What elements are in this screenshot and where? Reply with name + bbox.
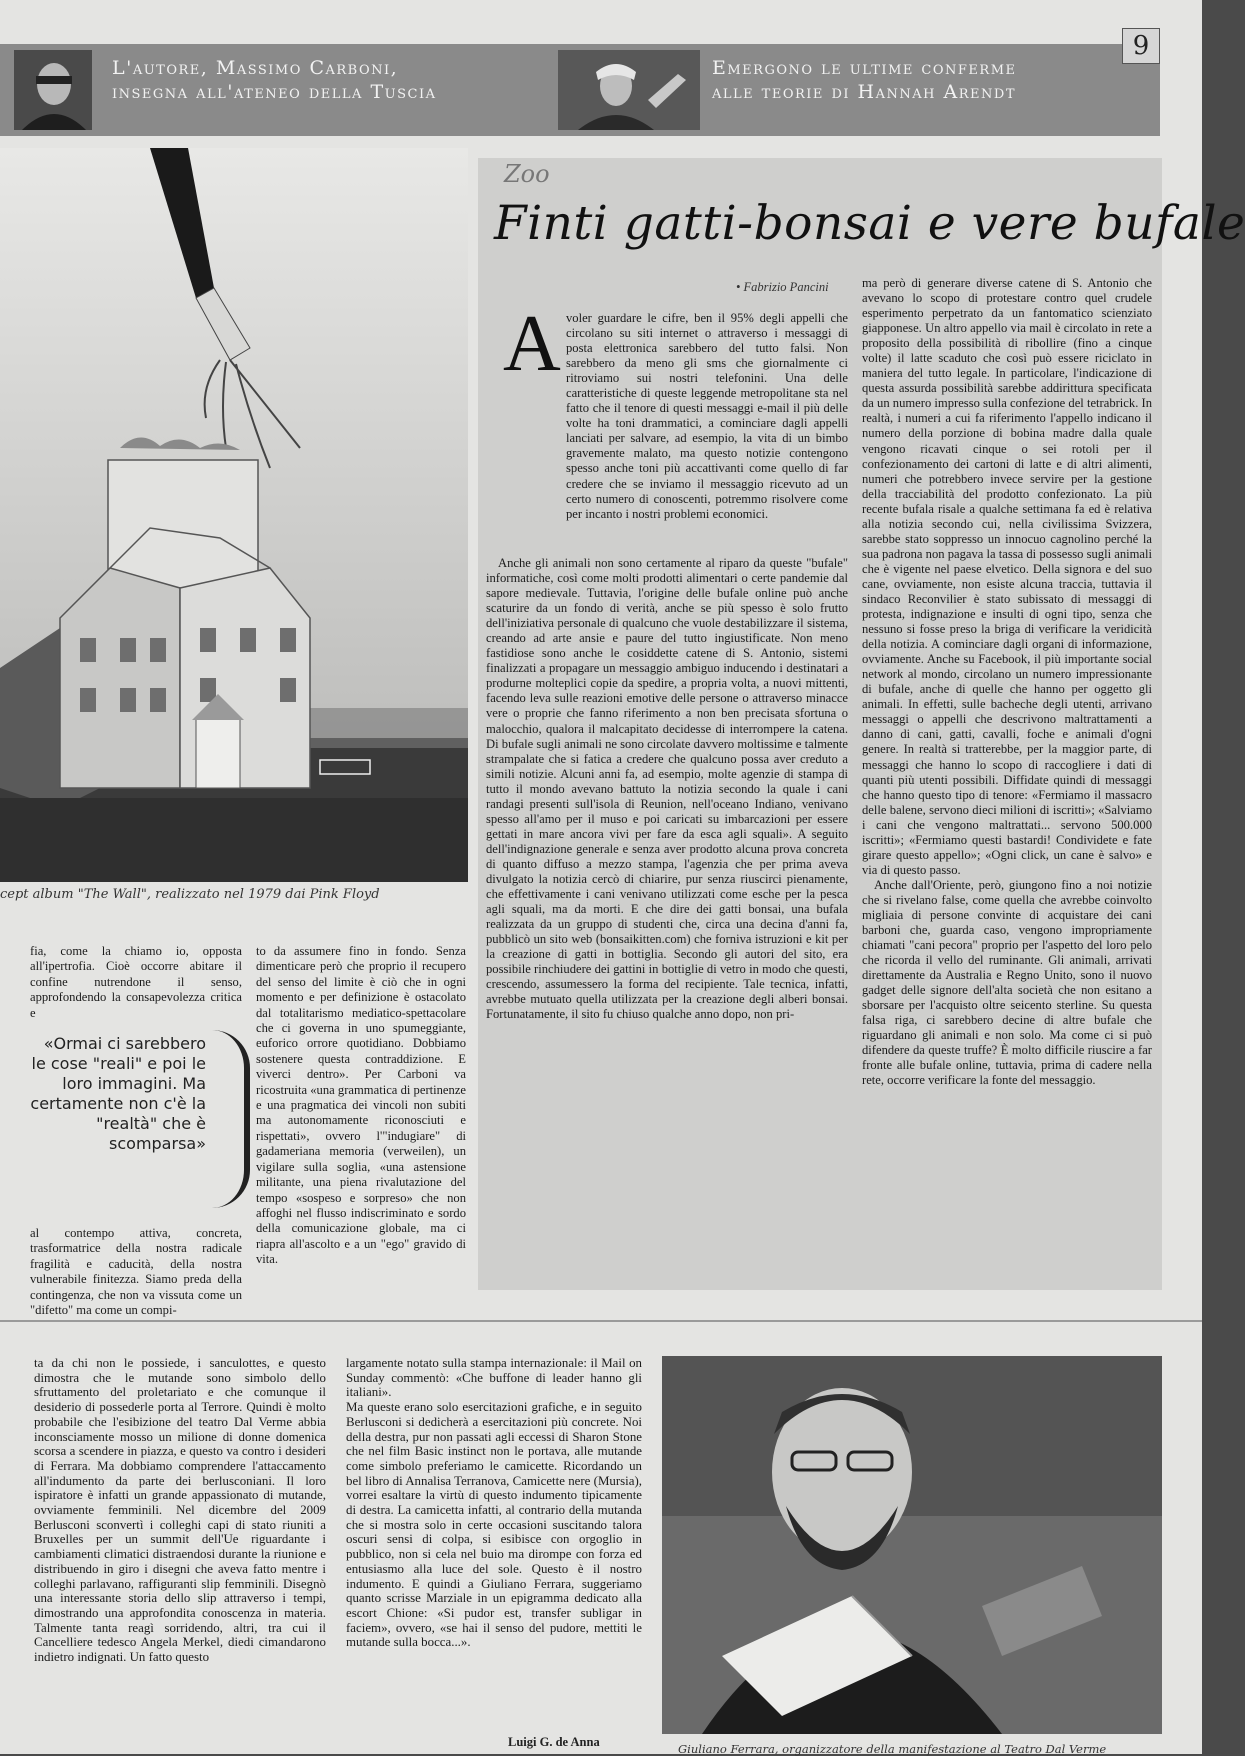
bottom-column-1: ta da chi non le possiede, i sanculottes, e questo dimostra che le mutande sono simbolo dello sfruttamento del proletariato e che comunque il desiderio di possederle porta al Terrore. Quindi è molto probabile che l'esibizione del teatro Dal Verme abbia inconsciamente mosso un milione di donne domenica scorsa a scendere in piazza, e questo va contro i desideri di Ferrara. Ma dobbiamo comprendere l'attaccamento all'indumento da parte dei berlusconiani. Il loro ispiratore è infatti un grande appassionato di mutande, ovviamente femminili. Nel dicembre del 2009 Berlusconi sconvertì i colleghi capi di stato riuniti a Bruxelles per un summit dell'Ue riguardante i cambiamenti climatici distraendosi durante la riunione e distribuendo in giro i disegni che aveva fatto mentre i colleghi parlavano, raffiguranti slip femminili. Disegnò una interessante storia dello slip attraverso i tempi, dimostrando una approfondita conoscenza in materia. Talmente tanta reagì sorridendo, altri, tra cui il Cancelliere tedesco Angela Merkel, diedi cimandarono indietro indignati. Un fatto questo (34, 1356, 326, 1665)
ferrara-photo (662, 1356, 1162, 1734)
article-column-1 (486, 556, 848, 1276)
article-col1-paragraph-1: voler guardare le cifre, ben il 95% degli appelli che circolano su siti internet o attraverso i messaggi di posta elettronica sarebbero del tutto falsi. Non sarebbero da meno gli sms che giornalmente ci ritroviamo sui nostri telefonini. Una delle caratteristiche di queste leggende metropolitane sta nel fatto che il tenore di questi messaggi e-mail il più delle volte ha toni drammatici, a cominciare dagli appelli lanciati per salvare, ad esempio, la vita di un bimbo gravemente malato, ma questo notizie contengono spesso anche toni più accattivanti come quello di far credere che se inviamo il messaggio ricevuto ad un certo numero di conoscenti, potremmo risolvere come per incanto i nostri problemi economici. (566, 311, 848, 521)
lower-left-col1-top: fia, come la chiamo io, opposta all'ipertrofia. Cioè occorre abitare il confine nutrendone il senso, approfondendo la consapevolezza critica e (30, 944, 242, 1020)
header-right-line-2: alle teorie di Hannah Arendt (712, 81, 1016, 103)
illustration-caption: cept album "The Wall", realizzato nel 1979 dai Pink Floyd (0, 887, 380, 902)
page-number: 9 (1122, 28, 1160, 64)
article-byline: • Fabrizio Pancini (736, 280, 829, 294)
section-divider (0, 1320, 1202, 1322)
article-col1-paragraph-2: Anche gli animali non sono certamente al riparo da queste "bufale" informatiche, così come molti prodotti alimentari o certe pandemie dal sapore medievale. Tuttavia, l'origine delle bufale online può anche scaturire da un fondo di verità, anche se più spesso è solo frutto dell'iniziativa personale di qualcuno che vuole destabilizzare il sistema, creando ad arte ansie e paure del tutto ingiustificate. Non meno fastidiose sono anche le cosiddette catene di S. Antonio, sistemi finalizzati a propagare un messaggio ambiguo inducendo i destinatari a produrne molteplici copie da spedire, a propria volta, a nuovi mittenti, facendo leva sulle reazioni emotive delle persone o attraverso minacce vere o proprie che fanno riferimento a non ben precisata sfortuna o malocchio, qualora il malcapitato decidesse di interrompere la catena. Di bufale sugli animali ne sono circolate davvero moltissime e talmente strampalate che si fatica a credere che qualcuno possa aver creduto a simili notizie. Alcuni anni fa, ad esempio, molte agenzie di stampa di tutto il mondo avevano battuto la notizia secondo la quale i cani randagi presenti sull'isola di Reunion, nell'oceano Indiano, venivano spesso all'amo per il muso e poi caricati su imbarcazioni per essere gettati in mare ancora vivi per fare da esca agli squali». A seguito dell'indignazione generale e senza aver prodotto alcuna prova concreta di quanto diffuso a mezzo stampa, l'agenzia che per prima aveva divulgato la notizia cercò di chiarire, pur senza riuscirci pienamente, che effettivamente i cani venivano utilizzati come esche per la pesca agli squali, ma da morti. E che dire dei gatti bonsai, una bufala realizzata da un gruppo di studenti che, circa una decina d'anni fa, pubblicò un sito web (bonsaikitten.com) che forniva istruzioni e kit per la creazione di gatti in bottiglia. Secondo gli autori del sito, era possibile rinchiudere dei gattini in bottiglie di vetro in modo che questi, crescendo, assumessero la forma del recipiente. Tale tecnica, infatti, avrebbe mutuato quella utilizzata per la creazione degli alberi bonsai. Fortunatamente, il sito fu chiuso qualche anno dopo, non pri- (486, 556, 848, 1022)
lower-left-col1-bottom: al contempo attiva, concreta, trasformatrice della nostra radicale fragilità e caducità, della nostra vulnerabile finitezza. Siamo preda della contingenza, che non va vissuta come un "difetto" ma come un compi- (30, 1226, 242, 1318)
lower-left-col2: to da assumere fino in fondo. Senza dimenticare però che proprio il recupero del senso del limite è ciò che in ogni momento e per definizione è ostacolato dal totalitarismo mediatico-spettacolare che ci governa in uno spumeggiante, euforico orrore quotidiano. Dobbiamo sostenere questa contraddizione. E viverci dentro». Per Carboni va ricostruita «una grammatica di pertinenze e una pragmatica dei vincoli non subiti ma autonomamente riconosciuti e rispettati», ovvero l'"indugiare" di gadameriana memoria (verweilen), un vigilare sulla soglia, «una astensione militante, una piena rivalutazione del tempo «sospeso e sorpreso» che non affoghi nel flusso indiscriminato e sordo della comunicazione globale, ma ci riapra all'ascolto e a un "ego" gravido di vita. (256, 944, 466, 1267)
article-col2-paragraph-1: ma però di generare diverse catene di S. Antonio che avevano lo scopo di protestare contro quel crudele esperimento perpetrato da un fantomatico scienziato giapponese. Un altro appello via mail è circolato in rete a proposito della possibilità di ribollire (fino a cinque volte) il latte scaduto che così può essere riciclato in maniera del tutto legale. In particolare, l'indicazione di questa assurda possibilità sarebbe addirittura specificata da un numero impresso sulla confezione del tetrabrick. In realtà, i numeri a cui fa riferimento l'appello indicano il numero della porzione di bobina madre dalla quale vengono ricavati cinque o sei rotoli per il confezionamento dei cartoni di latte e di altri alimenti, numeri che potrebbero invece servire per la gestione della tracciabilità del prodotto confezionato. La più recente bufala risale a qualche settimana fa ed è relativa alla notizia secondo cui, nella civilissima Svizzera, sarebbe stato soppresso un innocuo cagnolino perché la sua padrona non pagava la tassa di possesso sugli animali che è vigente nel paese elvetico. Della signora e del suo cane, ovviamente, non esiste alcuna traccia, tuttavia il sindaco Reconvilier è stato subissato di messaggi di protesta, indignazione e insulti di ogni tipo, senza che nessuno si fosse preso la briga di verificare la veridicità della notizia. A cominciare dagli organi di informazione, ovviamente. Anche su Facebook, il più importante social network al mondo, circolano un numero impressionante di bufale, anche di quelle che hanno per oggetto gli animali. In effetti, sulle bacheche degli utenti, arrivano messaggi o appelli che descrivono maltrattamenti a danno di cani, gatti, cavalli, foche e animali d'ogni genere. In realtà si tratterebbe, per la maggior parte, di messaggi che hanno lo scopo di raccogliere i dati di quanti più utenti possibili. Diffidate quindi di messaggi che hanno questo tipo di tenore: «Fermiamo il massacro delle balene, servono dieci milioni di iscritti»; «Salviamo i cani che vengono maltrattati... servono 500.000 iscritti»; «Fermiamo questi bastardi! Condividete e fate girare questo appello»; «Ogni click, un cane è salvo» e via di questo passo. (862, 276, 1152, 877)
bottom-signature: Luigi G. de Anna (508, 1735, 600, 1749)
photo-caption: Giuliano Ferrara, organizzatore della manifestazione al Teatro Dal Verme (678, 1742, 1107, 1756)
article-col2-paragraph-2: Anche dall'Oriente, però, giungono fino a noi notizie che si rivelano false, come quella che avrebbe coinvolto migliaia di persone convinte di acquistare dei cani barboni che, guarda caso, vengono impropriamente chiamati "cani pecora" proprio per l'aspetto del loro pelo che ricorda il vello del ruminante. Gli animali, arrivati direttamente da Australia e Regno Unito, sono il nuovo gadget delle signore dell'alta società che non esitano a sborsare per l'acquisto oltre seicento sterline. Su questa falsa riga, ci sarebbero decine di altre bufale che riguardano gli animali e non solo. Ma come ci si può difendere da queste truffe? È molto difficile riuscire a far fronte alle bufale online, tuttavia, prima di cadere nella rete, occorre verificare la fonte del messaggio. (862, 877, 1152, 1088)
quote-bracket (212, 1030, 250, 1208)
pull-quote: «Ormai ci sarebbero le cose "reali" e poi le loro immagini. Ma certamente non c'è la "realtà" che è scomparsa» (30, 1034, 206, 1153)
drop-cap: A (503, 300, 561, 388)
author-portrait-thumbnail (14, 50, 92, 130)
header-left-line-1: L'autore, Massimo Carboni, (112, 57, 399, 79)
arendt-thumbnail (558, 50, 700, 130)
header-left-line-2: insegna all'ateneo della Tuscia (112, 81, 437, 103)
bottom-column-2: largamente notato sulla stampa internazionale: il Mail on Sunday commentò: «Che buffone di leader hanno gli italiani». Ma queste erano solo esercitazioni grafiche, e in seguito Berlusconi si dedicherà a esercitazioni più concrete. Noi della destra, pur non passati agli eccessi di Sharon Stone che nel film Basic instinct non le portava, alle mutande come simbolo preferiamo le camicette. Ricordando un bel libro di Annalisa Terranova, Camicette nere (Mursia), vorrei esaltare la virtù di questo indumento tipicamente di destra. La camicetta infatti, al contrario della mutanda che si mostra solo in certe occasioni suscitando talora oscuri sensi di colpa, si esibisce con orgoglio in pubblico, non si cela nel buio ma dirompe con forza ed entusiasmo alla luce del sole. Questo è il nostro indumento. E quindi a Giuliano Ferrara, suggeriamo quanto scrisse Marziale in un epigramma dedicato alla escort Chione: «Si pudor est, transfer subligar in faciem», ovvero, «se hai il senso del pudore, mettiti le mutande sulla bocca...». (346, 1356, 642, 1650)
article-column-2 (862, 276, 1152, 1276)
header-right-title (712, 56, 1017, 104)
section-kicker: Zoo (504, 160, 550, 188)
header-left-title (112, 56, 436, 104)
header-right-line-1: Emergono le ultime conferme (712, 57, 1017, 79)
house-illustration (0, 148, 468, 882)
article-title: Finti gatti-bonsai e vere bufale (494, 196, 1245, 251)
